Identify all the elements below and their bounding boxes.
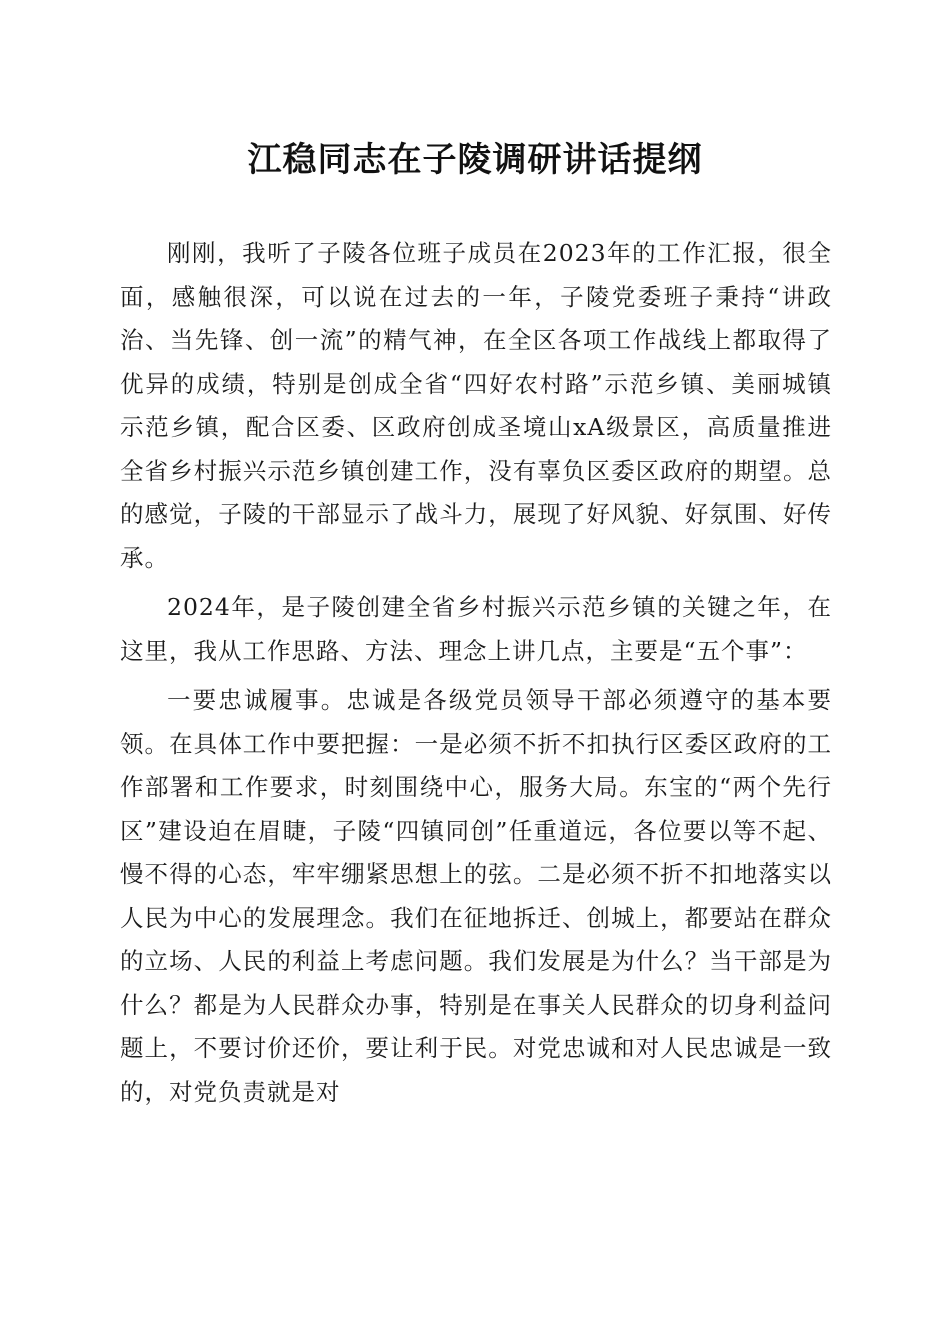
paragraph-2024-intro: 2024年，是子陵创建全省乡村振兴示范乡镇的关键之年，在这里，我从工作思路、方法、理念上讲几点，主要是“五个事”：: [120, 593, 832, 665]
paragraph-loyalty: 一要忠诚履事。忠诚是各级党员领导干部必须遵守的基本要领。在具体工作中要把握：一是必须不折不扣执行区委区政府的工作部署和工作要求，时刻围绕中心，服务大局。东宝的“两个先行区”建设迫在眉睫，子陵“四镇同创”任重道远，各位要以等不起、慢不得的心态，牢牢绷紧思想上的弦。二是必须不折不扣地落实以人民为中心的发展理念。我们在征地拆迁、创城上，都要站在群众的立场、人民的利益上考虑问题。我们发展是为什么？当干部是为什么？都是为人民群众办事，特别是在事关人民群众的切身利益问题上，不要讨价还价，要让利于民。对党忠诚和对人民忠诚是一致的，对党负责就是对: [120, 686, 832, 1106]
document-body: [120, 232, 832, 1120]
document-title: 江稳同志在子陵调研讲话提纲: [247, 140, 703, 180]
paragraph-work-report: 刚刚，我听了子陵各位班子成员在2023年的工作汇报，很全面，感触很深，可以说在过去的一年，子陵党委班子秉持“讲政治、当先锋、创一流”的精气神，在全区各项工作战线上都取得了优异的成绩，特别是创成全省“四好农村路”示范乡镇、美丽城镇示范乡镇，配合区委、区政府创成圣境山xA级景区，高质量推进全省乡村振兴示范乡镇创建工作，没有辜负区委区政府的期望。总的感觉，子陵的干部显示了战斗力，展现了好风貌、好氛围、好传承。: [120, 239, 832, 572]
